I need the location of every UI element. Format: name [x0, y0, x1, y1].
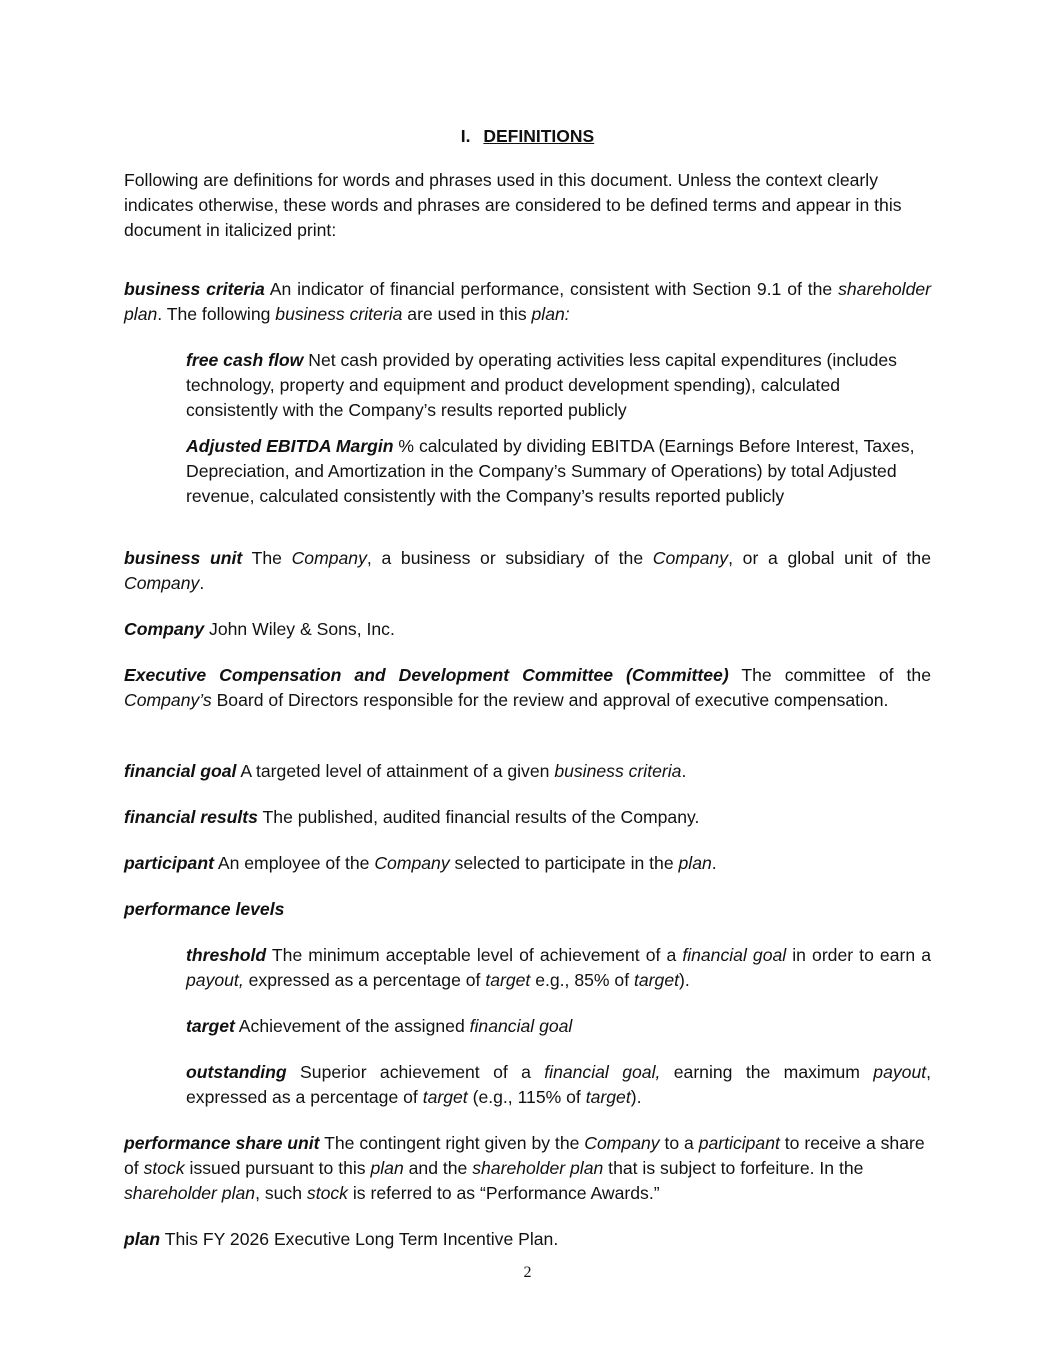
definition-text: issued pursuant to this [184, 1158, 371, 1178]
definition-threshold [186, 943, 931, 993]
definition-text: are used in this [402, 304, 532, 324]
term: business unit [124, 548, 243, 568]
term: business criteria [124, 279, 265, 299]
intro-paragraph: Following are definitions for words and phrases used in this document. Unless the context clearly indicates otherwise, these words and phrases are considered to be defined terms and appear in this document in italicized print: [124, 170, 902, 240]
definition-text: % calculated by dividing EBITDA (Earnings Before Interest, Taxes, Depreciation, and Amortization in the Company’s Summary of Operations) by total Adjusted revenue, calculated consistently with the Company’s results reported publicly [186, 436, 915, 506]
term-reference: Company [652, 548, 729, 568]
definition-financial-goal [124, 759, 931, 784]
term-reference: plan [370, 1158, 404, 1178]
term-reference: financial goal [682, 945, 787, 965]
definition-text: to receive a share of [124, 1133, 925, 1178]
definition-text: . [711, 853, 717, 873]
definition-text: The [242, 548, 292, 568]
term-reference: target [422, 1087, 468, 1107]
definition-participant [124, 851, 931, 876]
term: Executive Compensation and Development Committee (Committee) [124, 665, 729, 685]
definition-text: ). [630, 1087, 642, 1107]
definition-text: selected to participate in the [449, 853, 679, 873]
definition-text: (e.g., 115% of [467, 1087, 586, 1107]
term-reference: target [634, 970, 679, 990]
definition-text: This FY 2026 Executive Long Term Incentive Plan. [160, 1229, 559, 1249]
definition-business-unit [124, 546, 931, 596]
term-reference: target [485, 970, 531, 990]
term-reference: financial goal, [544, 1062, 661, 1082]
term-reference: Company [124, 573, 200, 593]
term-reference: shareholder plan [124, 1183, 256, 1203]
definition-target [186, 1014, 931, 1039]
definition-text: , a business or subsidiary of the [366, 548, 653, 568]
term-reference: plan: [531, 304, 570, 324]
definition-performance-levels [124, 897, 931, 922]
term-reference: target [585, 1087, 631, 1107]
page-number: 2 [523, 1264, 532, 1281]
definition-text: ). [679, 970, 690, 990]
definition-text: The committee of the [728, 665, 931, 685]
definition-text: , such [255, 1183, 307, 1203]
term-reference: financial goal [469, 1016, 573, 1036]
definition-text: The contingent right given by the [319, 1133, 585, 1153]
term-reference: payout, [186, 970, 244, 990]
term: financial goal [124, 761, 237, 781]
definition-text: Board of Directors responsible for the review and approval of executive compensation. [211, 690, 889, 710]
term: performance levels [124, 899, 285, 919]
term-reference: Company [291, 548, 367, 568]
definition-text: expressed as a percentage of [243, 970, 486, 990]
section-number: I. [460, 126, 471, 146]
definition-text: Net cash provided by operating activities less capital expenditures (includes technology, property and equipment and product development spending), calculated consistently with the Company’s results reported publicly [186, 350, 897, 420]
term: outstanding [186, 1062, 287, 1082]
definition-outstanding [186, 1060, 931, 1110]
term-reference: business criteria [554, 761, 682, 781]
definition-text: earning the maximum [660, 1062, 874, 1082]
definition-text: is referred to as “Performance Awards.” [347, 1183, 660, 1203]
term-reference: plan [678, 853, 712, 873]
term-reference: shareholder plan [124, 279, 932, 324]
term-reference: participant [698, 1133, 780, 1153]
definition-free-cash-flow [186, 348, 931, 423]
definition-text: The published, audited financial results of the Company. [257, 807, 700, 827]
term-reference: business criteria [275, 304, 403, 324]
definition-text: Achievement of the assigned [234, 1016, 470, 1036]
definition-text: , or a global unit of the [728, 548, 931, 568]
term-reference: Company’s [124, 690, 212, 710]
term: Adjusted EBITDA Margin [186, 436, 394, 456]
definition-text: to a [659, 1133, 699, 1153]
definition-text: in order to earn a [786, 945, 931, 965]
definition-text: . The following [157, 304, 276, 324]
term: participant [124, 853, 214, 873]
definition-text: that is subject to forfeiture. In the [603, 1158, 864, 1178]
definition-text: . [199, 573, 205, 593]
section-title: DEFINITIONS [483, 126, 595, 146]
definition-text: e.g., 85% of [530, 970, 634, 990]
definition-plan [124, 1227, 931, 1252]
definition-committee [124, 663, 931, 713]
section-heading [0, 126, 1055, 147]
definition-adjusted-ebitda-margin [186, 434, 931, 509]
definition-text: An employee of the [213, 853, 375, 873]
definition-text: , expressed as a percentage of [186, 1062, 932, 1107]
definition-text: and the [403, 1158, 473, 1178]
term: threshold [186, 945, 267, 965]
definition-company [124, 617, 931, 642]
term: free cash flow [186, 350, 304, 370]
definition-text: A targeted level of attainment of a given [236, 761, 555, 781]
term: performance share unit [124, 1133, 320, 1153]
term-reference: stock [143, 1158, 185, 1178]
term: target [186, 1016, 235, 1036]
definition-text: . [681, 761, 687, 781]
term-reference: Company [584, 1133, 660, 1153]
definition-business-criteria [124, 277, 931, 327]
definition-text: An indicator of financial performance, consistent with Section 9.1 of the [264, 279, 839, 299]
term-reference: stock [306, 1183, 348, 1203]
term: Company [124, 619, 205, 639]
definition-financial-results [124, 805, 931, 830]
term-reference: payout [873, 1062, 927, 1082]
term: financial results [124, 807, 258, 827]
term-reference: shareholder plan [472, 1158, 604, 1178]
term-reference: Company [374, 853, 450, 873]
definition-text: The minimum acceptable level of achievement of a [266, 945, 683, 965]
definition-text: Superior achievement of a [286, 1062, 545, 1082]
term: plan [124, 1229, 161, 1249]
definition-text: John Wiley & Sons, Inc. [204, 619, 395, 639]
definition-performance-share-unit [124, 1131, 931, 1206]
